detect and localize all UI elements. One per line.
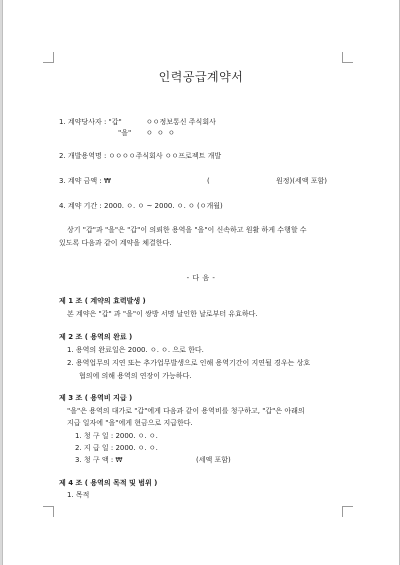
intro-line-1: 상기 "갑"과 "을"은 "갑"이 의뢰한 용역을 "을"이 신속하고 원활 하게 수행할 수 <box>67 226 307 234</box>
crop-mark-top-left <box>43 52 54 63</box>
intro-line-2: 있도록 다음과 같이 계약을 체결한다. <box>59 239 172 247</box>
contract-amount-label: 3. 계약 금액 : ₩ <box>59 177 111 185</box>
party-b-label: "을" <box>118 129 132 137</box>
contract-amount-paren: ( <box>207 177 210 185</box>
article-2-item-2-cont: 협의에 의해 용역의 연장이 가능하다. <box>79 372 192 380</box>
article-2-item-2: 2. 용역업무의 지연 또는 추가업무발생으로 인해 용역기간이 지연될 경우는 상호 <box>67 359 311 367</box>
claim-amount: 3. 청 구 액 : ₩ <box>75 456 123 464</box>
crop-mark-top-right <box>342 52 353 63</box>
party-b-name: ㅇ ㅇ ㅇ <box>146 129 176 137</box>
article-2-heading: 제 2 조 ( 용역의 완료 ) <box>59 333 133 341</box>
parties-label: 1. 계약당사자 : "갑" <box>59 118 122 126</box>
article-4-heading: 제 4 조 ( 용역의 목적 및 범위 ) <box>59 479 158 487</box>
contract-amount-unit: 원정)(세액 포함) <box>276 177 327 185</box>
article-1-body: 본 계약은 "갑" 과 "을"이 쌍방 서명 날인한 날로부터 유효하다. <box>67 310 258 318</box>
payment-date: 2. 지 급 일 : 2000. ㅇ. ㅇ. <box>75 444 158 452</box>
document-page <box>2 0 400 565</box>
article-3-line-2: 지급 일자에 "을"에게 현금으로 지급한다. <box>67 419 193 427</box>
section-divider: - 다 음 - <box>186 274 216 282</box>
project-name: 2. 개발용역명 : ㅇㅇㅇㅇ주식회사 ㅇㅇ프로젝트 개발 <box>59 152 222 160</box>
crop-mark-bottom-right <box>342 506 353 517</box>
article-2-item-1: 1. 용역의 완료일은 2000. ㅇ. ㅇ. 으로 한다. <box>67 346 204 354</box>
crop-mark-bottom-left <box>43 506 54 517</box>
article-3-heading: 제 3 조 ( 용역비 지급 ) <box>59 394 133 402</box>
contract-period: 4. 계약 기간 : 2000. ㅇ. ㅇ ~ 2000. ㅇ. ㅇ (ㅇ개월) <box>59 202 223 210</box>
party-a-name: ㅇㅇ정보통신 주식회사 <box>146 118 216 126</box>
article-4-item-1: 1. 목적 <box>67 491 90 499</box>
claim-amount-tax: (세액 포함) <box>196 456 231 464</box>
claim-date: 1. 청 구 일 : 2000. ㅇ. ㅇ. <box>75 432 158 440</box>
document-title: 인력공급계약서 <box>158 70 244 84</box>
article-3-line-1: "을"은 용역의 대가로 "갑"에게 다음과 같이 용역비를 청구하고, "갑"은 아래의 <box>67 407 305 415</box>
article-1-heading: 제 1 조 ( 계약의 효력발생 ) <box>59 297 146 305</box>
